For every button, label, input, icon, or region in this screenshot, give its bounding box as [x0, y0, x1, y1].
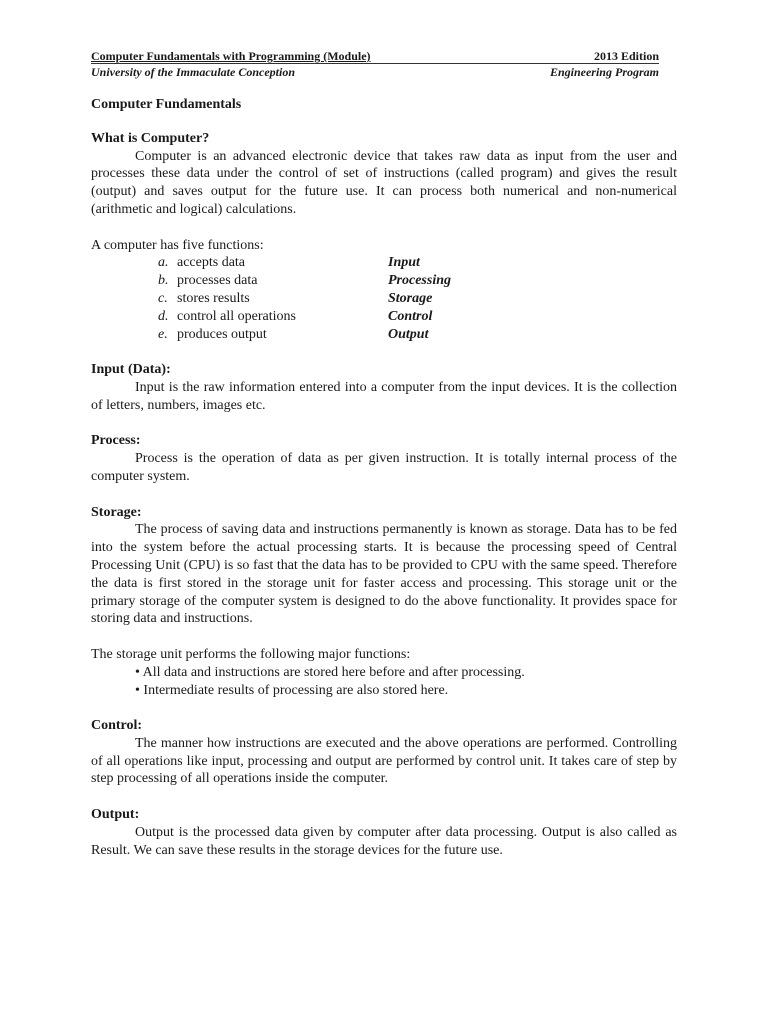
edition-label: 2013 Edition [593, 49, 659, 63]
program-name: Engineering Program [549, 65, 659, 79]
function-letter: d. [158, 308, 169, 324]
function-item [91, 272, 677, 290]
function-text: control all operations [177, 308, 296, 324]
function-item [91, 308, 677, 326]
storage-functions-intro: The storage unit performs the following major functions: [91, 646, 411, 662]
process-heading: Process: [91, 433, 141, 449]
header-row-2 [91, 65, 659, 79]
function-term: Processing [388, 273, 451, 289]
function-text: accepts data [177, 255, 246, 271]
function-item [91, 290, 677, 308]
functions-list [91, 254, 677, 343]
function-term: Storage [388, 290, 433, 306]
storage-bullet: • Intermediate results of processing are also stored here. [135, 682, 449, 698]
function-term: Input [388, 255, 420, 271]
storage-bullet: • All data and instructions are stored here before and after processing. [135, 664, 525, 680]
control-paragraph: The manner how instructions are executed and the above operations are performed. Controlling of all operations like input, processing and output are performed by control unit. It takes care of step by step processing of all operations inside the computer. [91, 735, 677, 787]
header-rule [91, 63, 659, 64]
university-name: University of the Immaculate Conception [91, 65, 295, 79]
control-heading: Control: [91, 718, 143, 734]
function-item [91, 254, 677, 272]
storage-heading: Storage: [91, 504, 142, 520]
what-paragraph: Computer is an advanced electronic device that takes raw data as input from the user and processes these data under the control of set of instructions (called program) and gives the result (output) and saves output for the future use. It can process both numerical and non-numerical (arithmetic and logical) calculations. [91, 148, 677, 217]
output-paragraph: Output is the processed data given by computer after data processing. Output is also called as Result. We can save these results in the storage devices for the future use. [91, 824, 677, 858]
process-paragraph: Process is the operation of data as per given instruction. It is totally internal process of the computer system. [91, 451, 677, 484]
function-term: Control [388, 308, 433, 324]
function-letter: a. [158, 255, 169, 271]
course-title: Computer Fundamentals with Programming (Module) [91, 49, 371, 63]
function-text: produces output [177, 326, 267, 342]
output-heading: Output: [91, 807, 140, 823]
function-letter: e. [158, 326, 168, 342]
document-title: Computer Fundamentals [91, 97, 242, 112]
function-text: processes data [177, 273, 258, 289]
function-term: Output [388, 326, 429, 342]
input-heading: Input (Data): [91, 362, 171, 378]
input-paragraph: Input is the raw information entered into a computer from the input devices. It is the collection of letters, numbers, images etc. [91, 379, 677, 413]
functions-intro: A computer has five functions: [91, 237, 264, 253]
function-item [91, 326, 677, 344]
function-text: stores results [177, 290, 250, 306]
document-body [91, 96, 677, 859]
header-row-1 [91, 49, 659, 63]
storage-paragraph: The process of saving data and instructions permanently is known as storage. Data has to be fed into the system before the actual processing starts. It is because the processing speed of Central Processing Unit (CPU) is so fast that the data has to be provided to CPU with the same speed. Therefore the data is first stored in the storage unit for faster access and processing. This storage unit or the primary storage of the computer system is designed to do the above functionality. It provides space for storing data and instructions. [91, 522, 677, 627]
function-letter: c. [158, 290, 168, 306]
function-letter: b. [158, 273, 169, 289]
what-heading: What is Computer? [91, 130, 210, 146]
